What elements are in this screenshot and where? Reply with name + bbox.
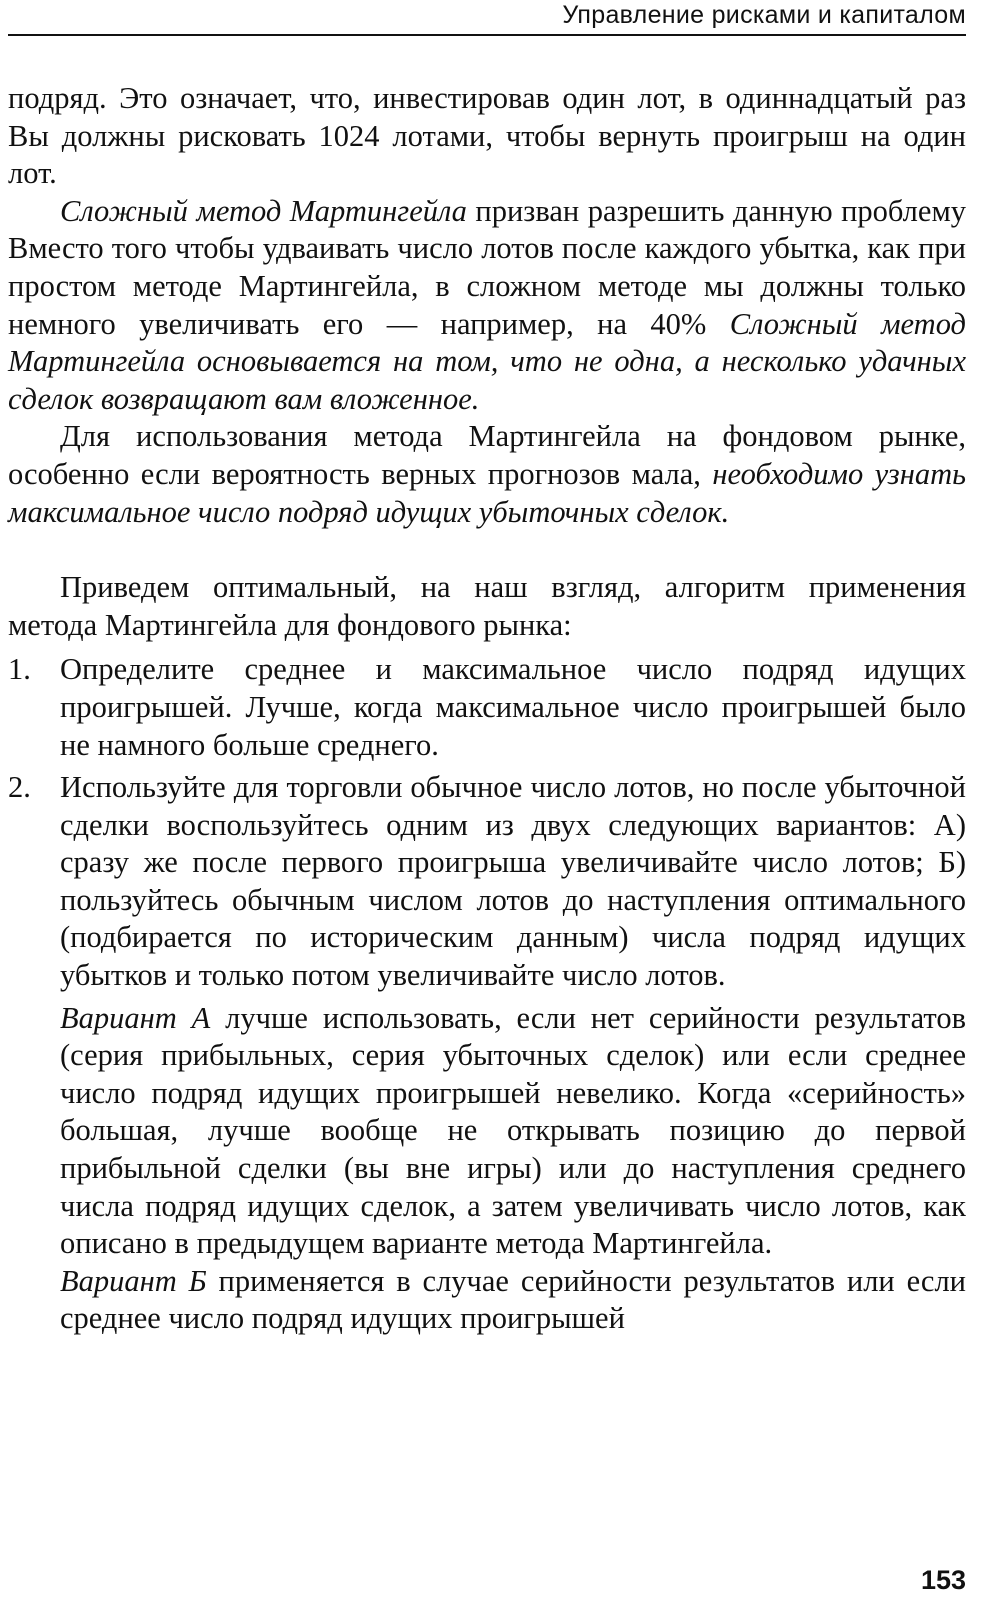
variant-a-text: лучше использовать, если нет серийности результатов (серия прибыльных, серия убыточных сделок) или если среднее число подряд идущих проигрышей невелико. Когда «серийность» большая, лучше вообще не открывать позицию до первой прибыльной сделки (вы вне игры) или до наступления среднего числа подряд идущих сделок, а затем увеличивать число лотов, как описано в предыдущем варианте метода Мартингейла.	[60, 1000, 967, 1261]
list-item-number: 2.	[8, 770, 31, 805]
paragraph-2-text: призван разрешить данную проблему Вместо того чтобы удваивать число лотов после каждого убытка, как при простом методе Мартингейла, в сложном методе мы должны только немного увеличивать его — например, на 40%	[8, 193, 966, 341]
paragraph-3-italic: необходимо узнать максимальное число подряд идущих убыточных сделок.	[8, 456, 966, 529]
paragraph-3-text: Для использования метода Мартингейла на фондовом рынке, особенно если вероятность верных прогнозов мала,	[8, 419, 966, 491]
paragraph-2-italic-tail: Сложный метод Мартингейла основывается на том, что не одна, а несколько удачных сделок возвращают вам вложенное.	[8, 306, 966, 416]
paragraph-2-italic-lead: Сложный метод Мартингейла	[60, 193, 467, 228]
header-rule	[8, 34, 966, 36]
variant-b-paragraph	[60, 1263, 966, 1338]
list-item	[8, 651, 966, 764]
variant-a-label: Вариант А	[60, 1000, 211, 1035]
paragraph-3	[8, 418, 966, 531]
body-text	[8, 80, 966, 1338]
list-item-text: Определите среднее и максимальное число подряд идущих проигрышей. Лучше, когда максимальное число проигрышей было не намного больше среднего.	[60, 652, 966, 762]
variant-a-paragraph	[60, 1000, 966, 1263]
paragraph-1: подряд. Это означает, что, инвестировав один лот, в одиннадцатый раз Вы должны рисковать 1024 лотами, чтобы вернуть проигрыш на один лот.	[8, 81, 966, 191]
paragraph-4: Приведем оптимальный, на наш взгляд, алгоритм применения метода Мартингейла для фондового рынка:	[8, 570, 966, 642]
list-item	[8, 769, 966, 995]
running-header: Управление рисками и капиталом	[562, 1, 966, 29]
algorithm-list	[8, 651, 966, 994]
variant-b-text: применяется в случае серийности результатов или если среднее число подряд идущих проигрышей	[60, 1263, 966, 1336]
list-item-number: 1.	[8, 652, 31, 687]
paragraph-2	[8, 193, 966, 419]
variant-b-label: Вариант Б	[60, 1263, 207, 1298]
list-item-text: Используйте для торговли обычное число лотов, но после убыточной сделки воспользуйтесь одним из двух следующих вариантов: А) сразу же после первого проигрыша увеличивайте число лотов; Б) пользуйтесь обычным числом лотов до наступления оптимального (подбирается по историческим данным) числа подряд идущих убытков и только потом увеличивайте число лотов.	[60, 770, 966, 993]
page-number: 153	[920, 1565, 966, 1595]
